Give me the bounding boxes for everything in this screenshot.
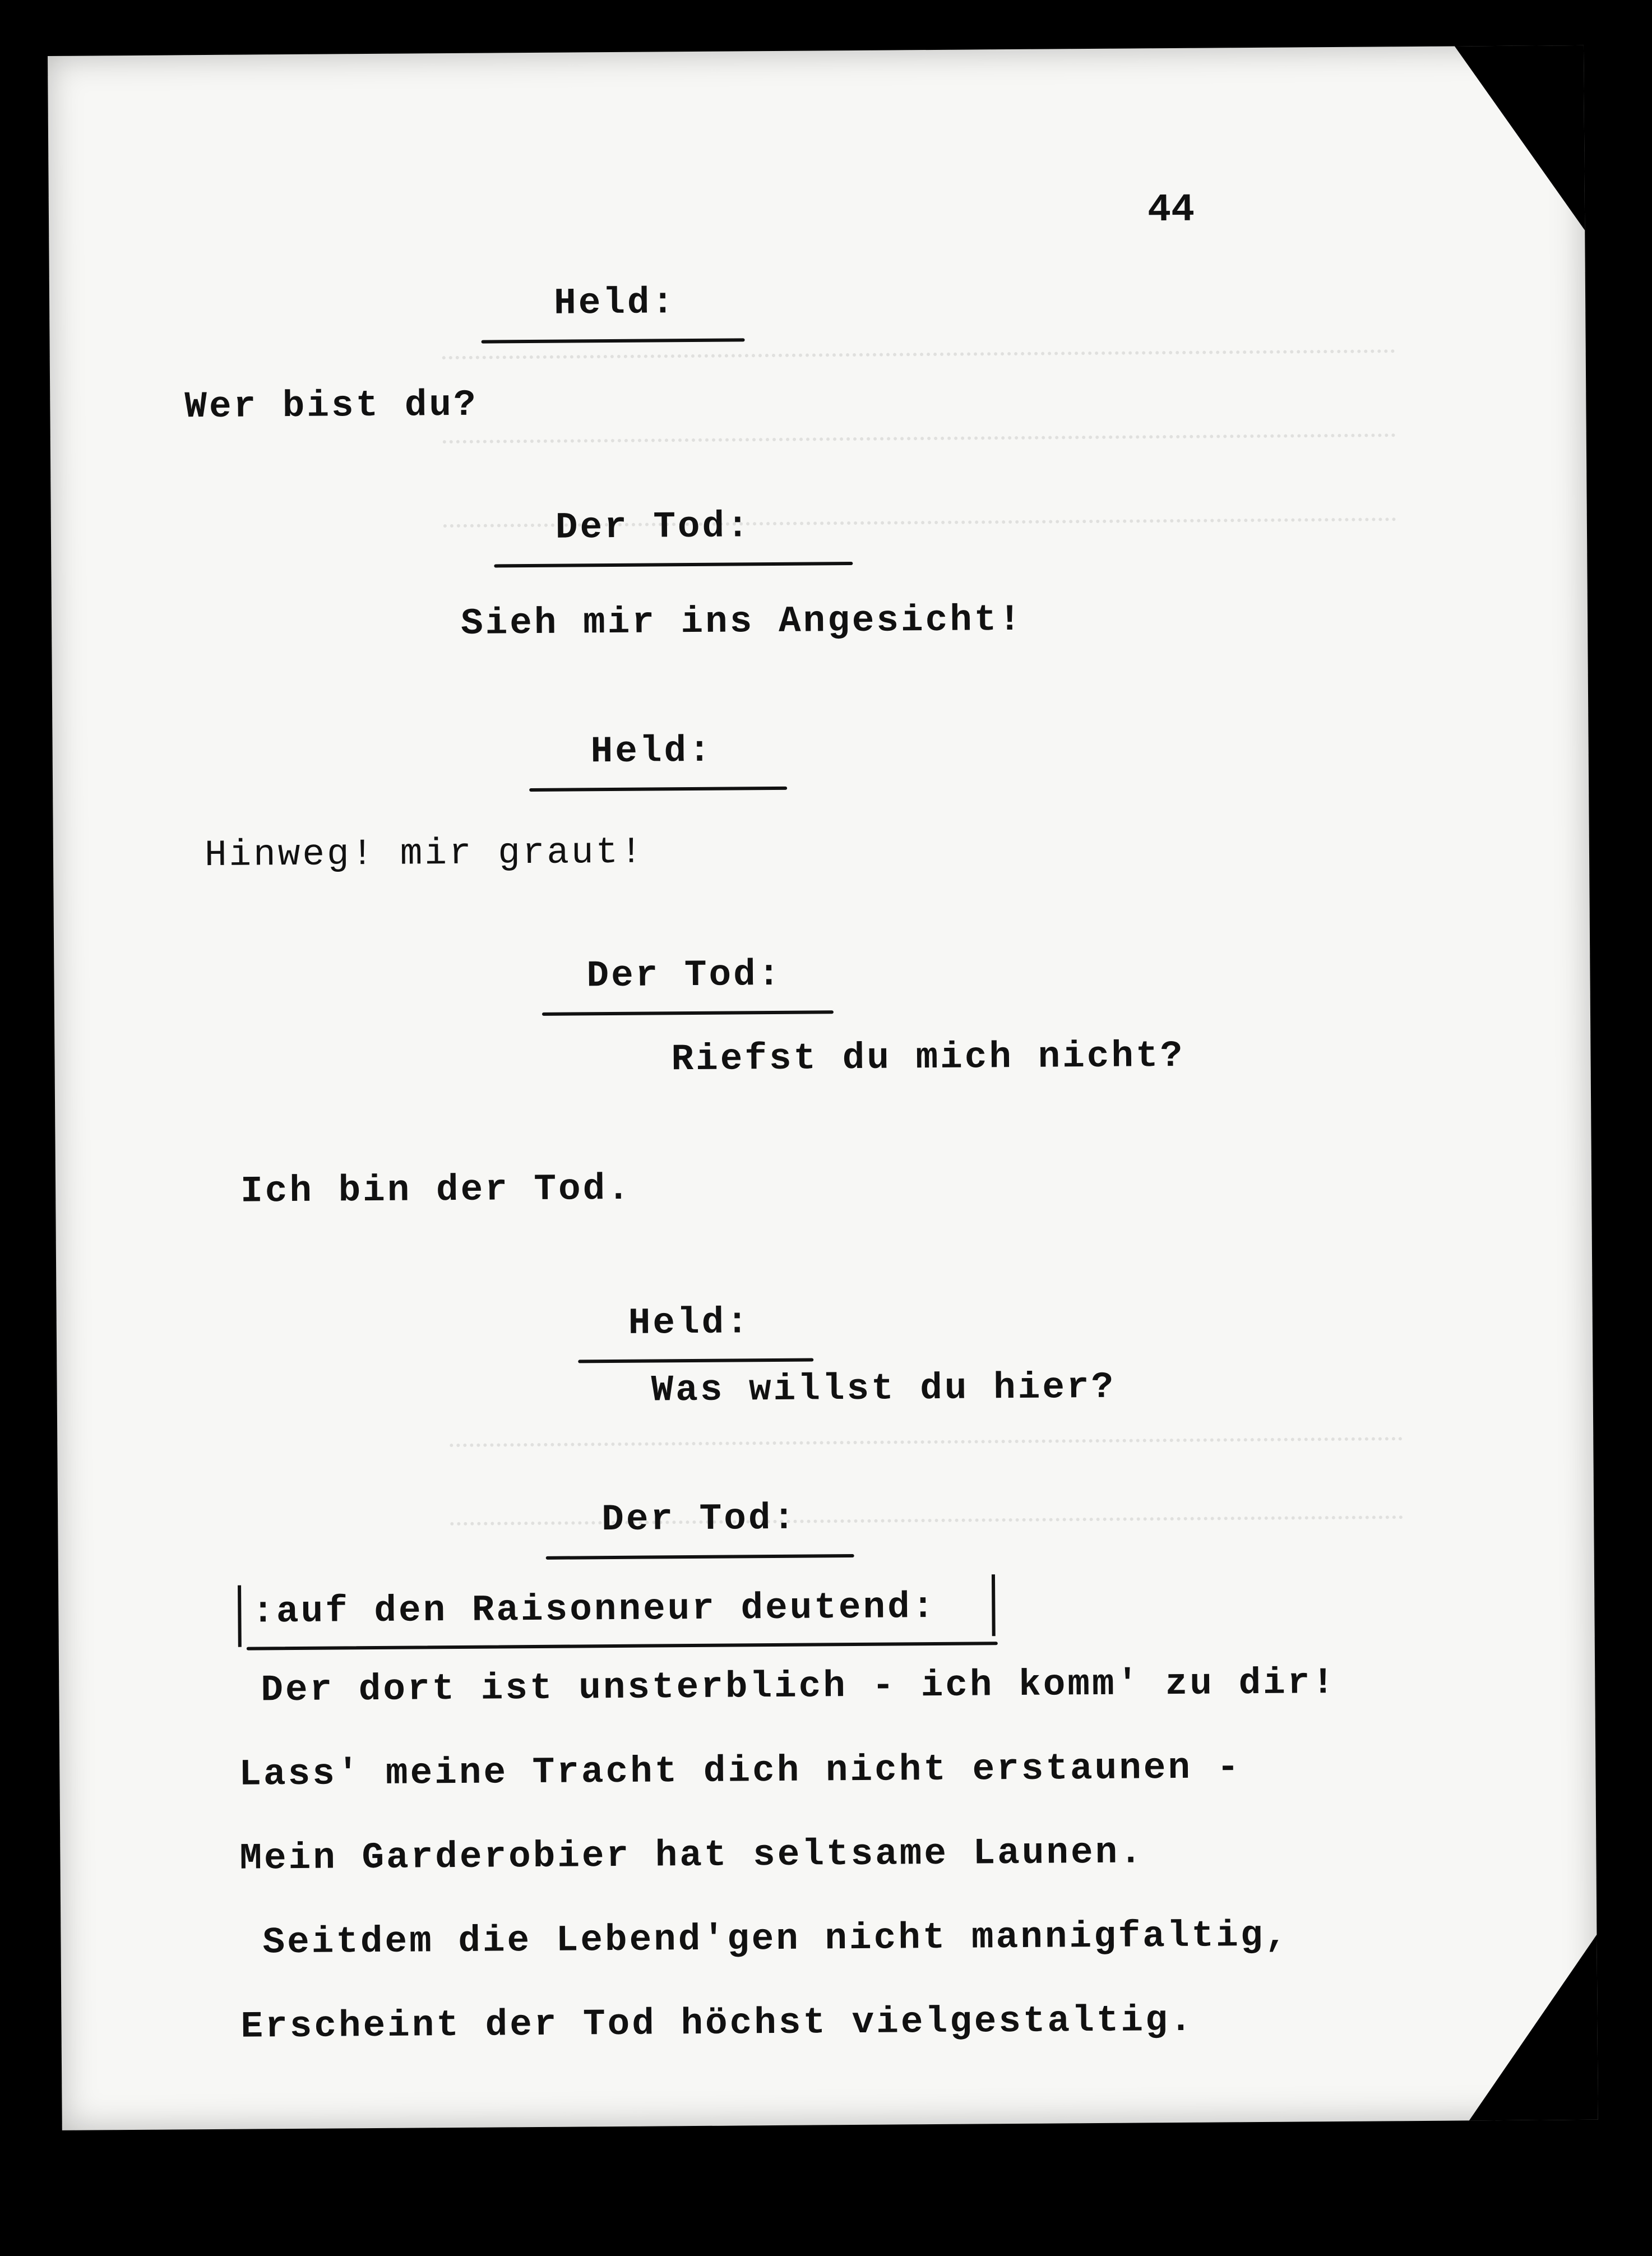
speech-line: Was willst du hier? bbox=[651, 1366, 1116, 1412]
bleed-through-line bbox=[442, 349, 1395, 382]
speaker-underline bbox=[542, 1010, 834, 1016]
speaker-der-tod: Der Tod: bbox=[555, 505, 752, 549]
speech-line: Sieh mir ins Angesicht! bbox=[460, 598, 1024, 645]
bleed-through-line bbox=[450, 1437, 1403, 1469]
speaker-underline bbox=[482, 338, 745, 343]
stage-direction-bracket-right bbox=[992, 1574, 996, 1636]
speaker-held: Held: bbox=[553, 281, 677, 325]
speech-line: Wer bist du? bbox=[184, 383, 478, 428]
photo-corner-bottom bbox=[1468, 1935, 1598, 2121]
speaker-underline bbox=[529, 787, 787, 792]
stage-direction-underline bbox=[247, 1642, 998, 1650]
speech-line: Seitdem die Lebend'gen nicht mannigfaltig, bbox=[262, 1914, 1290, 1964]
speech-line: Erscheint der Tod höchst vielgestaltig. bbox=[240, 1999, 1195, 2048]
speech-line: Hinweg! mir graut! bbox=[204, 831, 645, 877]
speaker-der-tod: Der Tod: bbox=[586, 953, 783, 997]
photo-corner-top bbox=[1455, 45, 1585, 232]
speech-line: Der dort ist unsterblich - ich komm' zu dir! bbox=[261, 1662, 1337, 1712]
speaker-held: Held: bbox=[628, 1301, 751, 1344]
document-page bbox=[48, 45, 1598, 2130]
speech-line: Riefst du mich nicht? bbox=[671, 1034, 1185, 1081]
speech-line: Ich bin der Tod. bbox=[240, 1167, 632, 1213]
speech-line: Lass' meine Tracht dich nicht erstaunen - bbox=[239, 1746, 1242, 1796]
speech-line: Mein Garderobier hat seltsame Launen. bbox=[239, 1831, 1145, 1880]
speaker-held: Held: bbox=[590, 729, 713, 773]
stage-direction: :auf den Raisonneur deutend: bbox=[252, 1586, 937, 1633]
bleed-through-line bbox=[443, 433, 1396, 466]
speaker-underline bbox=[578, 1358, 813, 1363]
speaker-underline bbox=[494, 562, 853, 567]
speaker-der-tod: Der Tod: bbox=[601, 1497, 798, 1541]
page-number: 44 bbox=[1147, 188, 1195, 233]
speaker-underline bbox=[546, 1554, 854, 1560]
stage-direction-bracket-left bbox=[238, 1585, 242, 1647]
bleed-through-line bbox=[450, 1515, 1403, 1548]
